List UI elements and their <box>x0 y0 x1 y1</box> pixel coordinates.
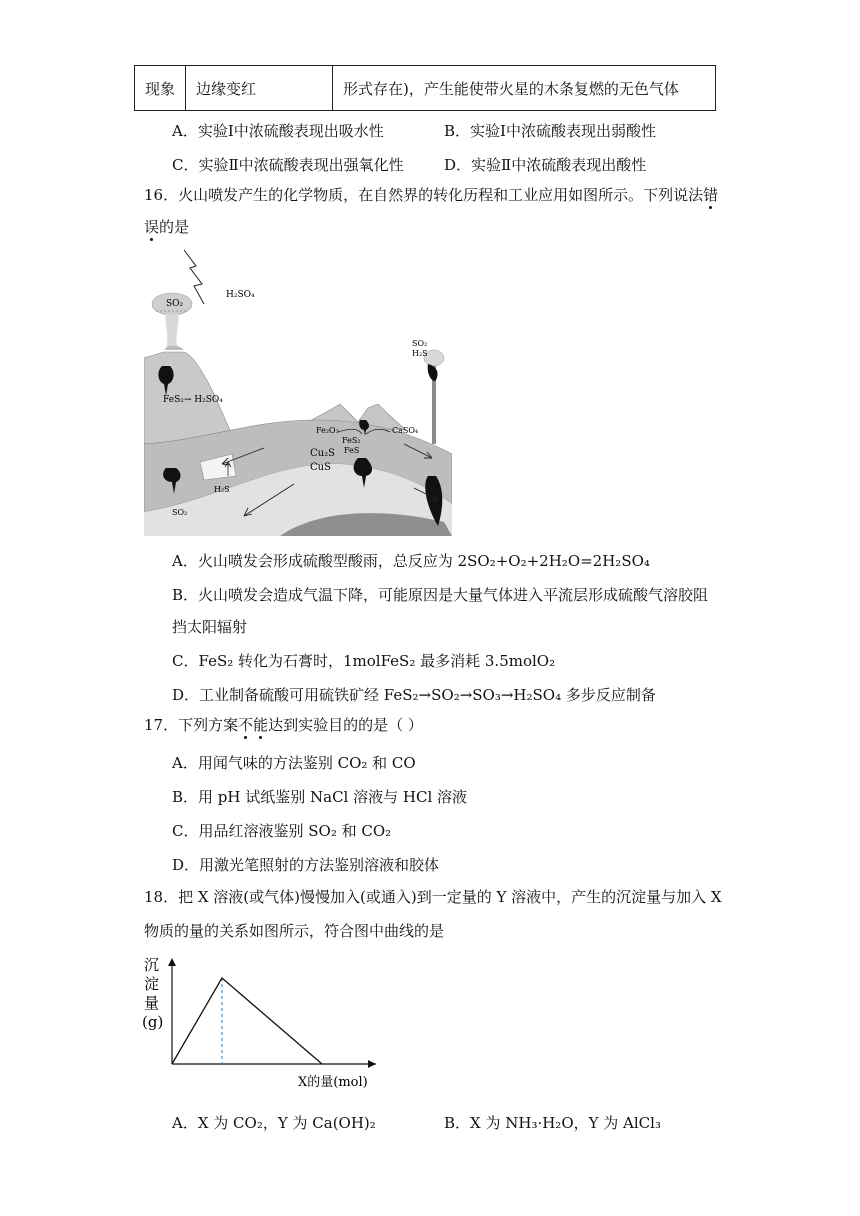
label-cu2s: Cu₂S <box>310 448 335 459</box>
x-axis-arrow <box>368 1060 376 1068</box>
y-label <box>142 956 163 1031</box>
label-h2s-low: H₂S <box>214 485 230 494</box>
label-so2-low: SO₂ <box>172 508 188 517</box>
label-cus: CuS <box>310 462 331 473</box>
q17-option-c: C．用品红溶液鉴别 SO₂ 和 CO₂ <box>172 822 392 840</box>
table-cell: 边缘变红 <box>186 66 333 111</box>
label-fes2-h2so4: FeS₂→ H₂SO₄ <box>163 395 223 405</box>
q16-option-c: C．FeS₂ 转化为石膏时，1molFeS₂ 最多消耗 3.5molO₂ <box>172 652 556 670</box>
table-cell: 形式存在)，产生能使带火星的木条复燃的无色气体 <box>333 66 716 111</box>
table-cell: 现象 <box>135 66 186 111</box>
emphasis-mark: 不 <box>238 716 254 734</box>
emphasis-mark: 误 <box>144 218 160 236</box>
volcano-sulfur-cycle-figure <box>144 244 452 536</box>
q18-option-b: B．X 为 NH₃·H₂O，Y 为 AlCl₃ <box>444 1114 661 1132</box>
label-caso4: CaSO₄ <box>392 426 419 435</box>
observation-table <box>134 65 716 111</box>
emphasis-mark: 错 <box>703 186 719 204</box>
q17-option-b: B．用 pH 试纸鉴别 NaCl 溶液与 HCl 溶液 <box>172 788 468 806</box>
emphasis-mark: 能 <box>253 716 269 734</box>
q18-option-a: A．X 为 CO₂，Y 为 Ca(OH)₂ <box>172 1114 376 1132</box>
q15-option-c: C．实验Ⅱ中浓硫酸表现出强氧化性 <box>172 156 404 174</box>
q16-option-b-line2: 挡太阳辐射 <box>172 618 248 636</box>
q16-option-b-line1: B．火山喷发会造成气温下降，可能原因是大量气体进入平流层形成硫酸气溶胶阻 <box>172 586 709 604</box>
label-fes: FeS <box>344 446 360 455</box>
q17-stem: 17．下列方案不能达到实验目的的是（ ） <box>144 716 423 734</box>
label-h2so4-sky: H₂SO₄ <box>226 290 255 300</box>
q16-stem-line1: 16．火山喷发产生的化学物质，在自然界的转化历程和工业应用如图所示。下列说法错 <box>144 186 719 204</box>
y-axis-label-char: 量 <box>144 994 160 1012</box>
y-axis-arrow <box>168 958 176 966</box>
q17-option-a: A．用闻气味的方法鉴别 CO₂ 和 CO <box>172 754 416 772</box>
x-axis-label: X的量(mol) <box>298 1075 368 1090</box>
label-so2-chimney: SO₂ <box>412 339 428 348</box>
precipitate-chart <box>140 950 390 1096</box>
label-fe2o3: Fe₂O₃ <box>316 426 339 435</box>
y-axis-label-char: (g) <box>142 1013 164 1031</box>
q16-stem-line2: 误的是 <box>144 218 190 236</box>
q15-option-d: D．实验Ⅱ中浓硫酸表现出酸性 <box>444 156 647 174</box>
q16-option-a: A．火山喷发会形成硫酸型酸雨，总反应为 2SO₂+O₂+2H₂O=2H₂SO₄ <box>172 552 650 570</box>
y-axis-label-char: 淀 <box>144 975 160 993</box>
q18-stem-line2: 物质的量的关系如图所示，符合图中曲线的是 <box>144 922 445 940</box>
label-fes2: FeS₂ <box>342 436 361 445</box>
label-h2s-chimney: H₂S <box>412 349 428 358</box>
q15-option-b: B．实验Ⅰ中浓硫酸表现出弱酸性 <box>444 122 656 140</box>
y-axis-label-char: 沉 <box>144 956 160 974</box>
q15-option-a: A．实验Ⅰ中浓硫酸表现出吸水性 <box>172 122 384 140</box>
table-row <box>135 66 716 111</box>
series-line <box>172 978 322 1064</box>
q17-option-d: D．用激光笔照射的方法鉴别溶液和胶体 <box>172 856 440 874</box>
lightning-icon <box>184 250 204 304</box>
label-so2-cloud: SO₂ <box>166 299 184 309</box>
q18-stem-line1: 18．把 X 溶液(或气体)慢慢加入(或通入)到一定量的 Y 溶液中，产生的沉淀量与加入 X <box>144 888 722 906</box>
q16-option-d: D．工业制备硫酸可用硫铁矿经 FeS₂→SO₂→SO₃→H₂SO₄ 多步反应制备 <box>172 686 656 704</box>
